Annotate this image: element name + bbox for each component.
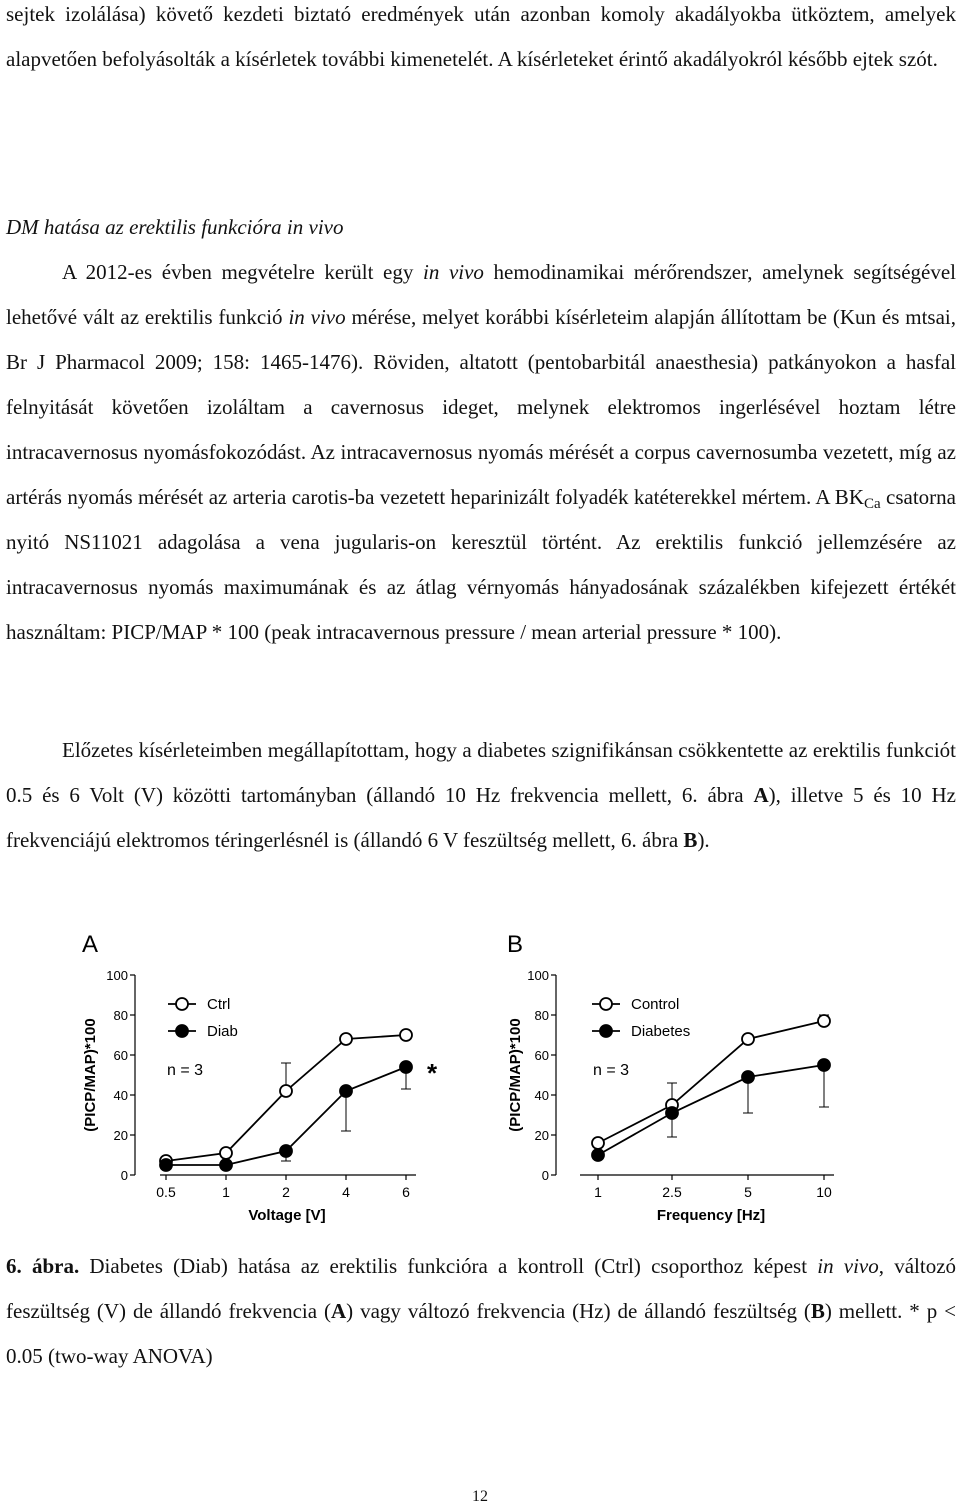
data-point-diabetes [592, 1149, 604, 1161]
caption-text-2: , változó feszültség (V) de állandó frekvencia ( [6, 1254, 957, 1323]
y-tick-label: 60 [113, 1048, 128, 1063]
caption-ref-a: A [330, 1299, 347, 1323]
x-axis-label: Frequency [Hz] [656, 1207, 766, 1224]
x-tick-label: 4 [342, 1184, 350, 1200]
caption-in-vivo: in vivo [817, 1254, 879, 1278]
caption-ref-b: B [810, 1299, 825, 1323]
data-point-diab [340, 1085, 352, 1097]
caption-text-4: ) mellett. * p < 0.05 (two-way ANOVA) [6, 1299, 956, 1368]
x-tick-label: 0.5 [156, 1184, 176, 1200]
x-tick-label: 2 [282, 1184, 290, 1200]
x-tick-label: 10 [816, 1184, 832, 1200]
legend-marker [600, 998, 612, 1010]
data-point-ctrl [400, 1029, 412, 1041]
data-point-diab [220, 1159, 232, 1171]
y-tick-label: 80 [534, 1008, 549, 1023]
data-point-ctrl [220, 1147, 232, 1159]
methods-text [6, 250, 956, 655]
in-vivo-1: in vivo [422, 260, 484, 284]
legend-marker [176, 998, 188, 1010]
y-tick-label: 40 [113, 1088, 128, 1103]
y-tick-label: 60 [534, 1048, 549, 1063]
sample-size-annotation: n = 3 [167, 1062, 204, 1079]
in-vivo-2: in vivo [288, 305, 346, 329]
data-point-diabetes [818, 1059, 830, 1071]
sample-size-annotation: n = 3 [593, 1062, 630, 1079]
methods-text-1: A 2012-es évben megvételre került egy [62, 260, 423, 284]
y-axis-label: (PICP/MAP)*100 [82, 1018, 99, 1132]
chart-panel-a [82, 931, 438, 1224]
methods-text-3: mérése, melyet korábbi kísérleteim alapján állítottam be (Kun és mtsai, Br J Pharmacol 2009; 158: 1465-1476). Röviden, altatott (pentobarbitál anaesthesia) patkányokon a hasfal felnyitását követően izoláltam a cavernosus ideget, melynek elektromos ingerlésével hoztam létre intracavernosus nyomásfokozódást. Az intracavernosus nyomás mérését a corpus cavernosumba vezetett, míg az artérás nyomás mérését az arteria carotis-ba vezetett heparinizált folyadék katéterekkel mértem. A BK [6, 305, 957, 509]
data-point-control [742, 1033, 754, 1045]
data-point-control [818, 1015, 830, 1027]
data-point-diabetes [742, 1071, 754, 1083]
intro-text: sejtek izolálása) követő kezdeti biztató eredmények után azonban komoly akadályokba ütköztem, amelyek alapvetően befolyásolták a kísérletek további kimenetelét. A kísérleteket érintő akadályokról később ejtek szót. [6, 2, 956, 71]
figure-ref-a: A [753, 783, 769, 807]
y-tick-label: 100 [106, 968, 128, 983]
methods-paragraph [6, 250, 956, 655]
prelim-text-2: ), illetve 5 és 10 Hz frekvenciájú elektromos téringerlésnél is (állandó 6 V feszültség mellett, 6. ábra [6, 783, 956, 852]
y-tick-label: 20 [534, 1128, 549, 1143]
series-line-ctrl [166, 1035, 406, 1161]
preliminary-paragraph [6, 728, 956, 863]
prelim-text-1: Előzetes kísérleteimben megállapítottam, hogy a diabetes szignifikánsan csökkentette az erektilis funkciót 0.5 és 6 Volt (V) közötti tartományban (állandó 10 Hz frekvencia mellett, 6. ábra [6, 738, 956, 807]
y-tick-label: 0 [120, 1168, 128, 1183]
x-axis-label: Voltage [V] [248, 1207, 326, 1224]
preliminary-text [6, 728, 956, 863]
x-tick-label: 1 [594, 1184, 602, 1200]
y-tick-label: 80 [113, 1008, 128, 1023]
intro-paragraph [6, 0, 956, 82]
figure-ref-b: B [683, 828, 698, 852]
series-line-diabetes [598, 1065, 824, 1155]
figure-caption [6, 1244, 956, 1379]
caption-text-1: Diabetes (Diab) hatása az erektilis funkcióra a kontroll (Ctrl) csoporthoz képest [79, 1254, 818, 1278]
y-tick-label: 20 [113, 1128, 128, 1143]
legend-label: Diabetes [631, 1023, 691, 1040]
methods-text-4: csatorna nyitó NS11021 adagolása a vena jugularis-on keresztül történt. Az erektilis funkció jellemzésére az intracavernosus nyomás maximumának és az átlag vérnyomás hányadosának százalékben kifejezett értékét használtam: PICP/MAP * 100 (peak intracavernous pressure / mean arterial pressure * 100). [6, 485, 956, 644]
data-point-ctrl [280, 1085, 292, 1097]
x-tick-label: 1 [222, 1184, 230, 1200]
x-tick-label: 6 [402, 1184, 410, 1200]
data-point-diabetes [666, 1107, 678, 1119]
data-point-diab [400, 1061, 412, 1073]
x-tick-label: 5 [744, 1184, 752, 1200]
page-number: 12 [472, 1488, 488, 1505]
data-point-diab [280, 1145, 292, 1157]
data-point-control [592, 1137, 604, 1149]
legend-marker [600, 1025, 612, 1037]
bk-ca-subscript: Ca [863, 496, 881, 512]
y-tick-label: 100 [527, 968, 549, 983]
x-tick-label: 2.5 [662, 1184, 682, 1200]
caption-text [6, 1244, 956, 1379]
chart-panel-b [507, 931, 834, 1224]
panel-label: A [82, 931, 99, 958]
y-tick-label: 40 [534, 1088, 549, 1103]
y-axis-label: (PICP/MAP)*100 [507, 1018, 524, 1132]
data-point-ctrl [340, 1033, 352, 1045]
data-point-diab [160, 1159, 172, 1171]
legend-label: Diab [207, 1023, 238, 1040]
legend-label: Control [631, 996, 680, 1013]
section-title: DM hatása az erektilis funkcióra in vivo [6, 215, 344, 239]
caption-label: 6. ábra. [6, 1254, 80, 1278]
caption-text-3: ) vagy változó frekvencia (Hz) de állandó feszültség ( [346, 1299, 811, 1323]
panel-label: B [507, 931, 524, 958]
y-tick-label: 0 [541, 1168, 549, 1183]
prelim-text-3: ). [697, 828, 710, 852]
figure-6 [0, 915, 960, 1235]
methods-text-2: hemodinamikai mérőrendszer, amelynek segítségével lehetővé vált az erektilis funkció [6, 260, 957, 329]
significance-marker: * [426, 1058, 438, 1088]
legend-label: Ctrl [207, 996, 231, 1013]
legend-marker [176, 1025, 188, 1037]
